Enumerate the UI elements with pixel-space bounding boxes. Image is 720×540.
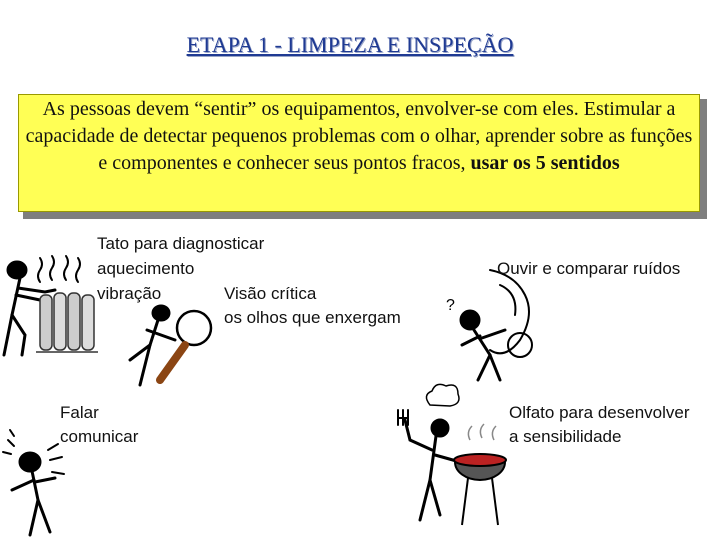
intro-bold-text: usar os 5 sentidos [470,152,620,174]
vision-label-1: Visão crítica [224,284,317,303]
grill-icon [454,424,506,525]
grill-figure-icon [398,384,460,520]
speaking-figure-icon [3,430,64,535]
smell-label-1: Olfato para desenvolver [509,403,690,422]
svg-text:?: ? [446,297,455,314]
hearing-label: Ouvir e comparar ruídos [497,259,681,278]
page-title: ETAPA 1 - LIMPEZA E INSPEÇÃO [186,32,514,57]
radiator-icon [36,293,98,352]
touch-label-1: Tato para diagnosticar [97,234,265,253]
smell-label-2: a sensibilidade [509,427,622,446]
listening-figure-icon [446,270,532,380]
intro-text: As pessoas devem “sentir” os equipamentos, envolver-se com eles. Estimular a capacidade de detectar pequenos problemas com o olhar, aprender sobre as funções e componentes e conhecer seus pontos fracos, [25,98,693,174]
speech-label-2: comunicar [60,427,139,446]
magnifier-figure-icon [130,306,211,385]
speech-label-1: Falar [60,403,99,422]
vision-label-2: os olhos que enxergam [224,308,401,327]
touch-label-2: aquecimento [97,259,195,278]
touch-label-3: vibração [97,284,162,303]
